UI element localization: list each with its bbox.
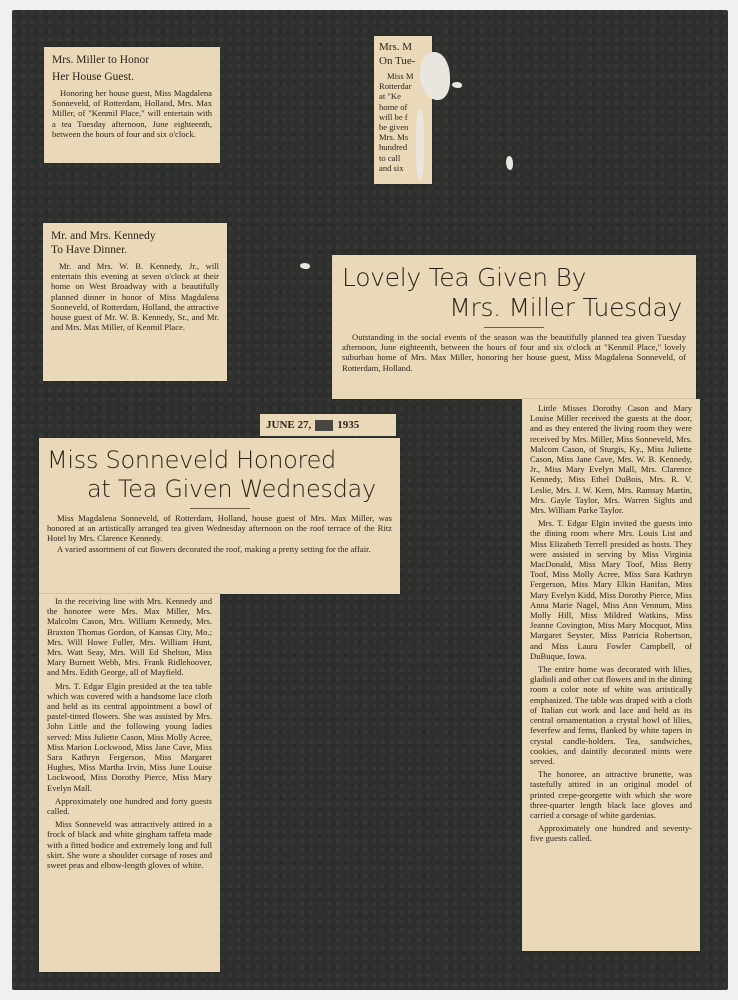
fragment-line: at "Ke (379, 91, 401, 102)
fragment-line: hundred (379, 142, 408, 153)
article-paragraph: Little Misses Dorothy Cason and Mary Louise Miller received the guests at the door, and as they entered the living room they were received by Mrs. Miller, Miss Sonneveld, Mrs. Malcom Cason, of Sturgis, Ky., Miss Juliette Cason, Miss Jane Cave, Mrs. W. B. Kennedy, Jr., Miss Mary Evelyn Mall, Mrs. Clarence Kennedy, Miss Ethel DuBois, Mrs. R. V. Leslie, Mrs. J. W. Kern, Mrs. Ramsay Martin, Mrs. Gayle Taylor, Mrs. Warren Sights and Mrs. William Parke Taylor. (530, 403, 692, 516)
article-paragraph: Mrs. T. Edgar Elgin presided at the tea table which was covered with a handsome lace cloth and held as its central appointment a bowl of pastel-tinted flowers. She was assisted by Mrs. John Little and the following young ladies served: Miss Juliette Cason, Miss Molly Acree, Miss Marion Lockwood, Miss Jane Cave, Miss Sara Kathryn Fergerson, Miss Margaret Hughes, Miss Martha Irvin, Miss June Louise Lockwood, Miss Dorothy Pierce, Miss Mary Evelyn Mall. (47, 680, 212, 793)
article-paragraph: The honoree, an attractive brunette, was tastefully attired in an original model of printed crepe-georgette with which she wore three-quarter length black lace gloves and carried a corsage of white gardenias. (530, 769, 692, 820)
article-intro: Outstanding in the social events of the season was the beautifully planned tea given Tuesday afternoon, June eighteenth, between the hours of four and six o'clock at "Kenmil Place," lovely suburban home of Mrs. Max Miller, honoring her house guest, Miss Magdalena Sonneveld, of Rotterdam, Holland. (342, 332, 686, 373)
article-text: Honoring her house guest, Miss Magdalena Sonneveld, of Rotterdam, Holland, Mrs. Max Miller, of "Kenmil Place," will entertain with a tea Tuesday afternoon, June eighteenth, between the hours of four and six o'clock. (52, 88, 212, 139)
clipping-sonneveld-header (39, 438, 400, 594)
fragment-line: to call (379, 152, 401, 163)
clipping-kennedy-dinner (43, 223, 227, 381)
headline-line-1: Mr. and Mrs. Kennedy (51, 230, 156, 242)
headline-line-1: Mrs. M (379, 41, 413, 53)
fragment-line: will be f (379, 111, 408, 122)
divider (484, 327, 544, 328)
article-paragraph: Approximately one hundred and seventy-five guests called. (530, 823, 692, 844)
clipping-miller-to-honor (44, 47, 220, 163)
date-strip (260, 414, 396, 436)
article-text: Mr. and Mrs. W. B. Kennedy, Jr., will entertain this evening at seven o'clock at their home on West Broadway with a beautifully planned dinner in honor of Miss Magdalena Sonneveld, of Rotterdam, Holland, the attractive house guest of Mr. W. B. Kennedy, Sr., and Mr. and Mrs. Max Miller, of Kenmil Place. (51, 261, 219, 333)
clipping-lovely-tea-header (332, 255, 696, 399)
article-paragraph: Miss Sonneveld was attractively attired in a frock of black and white gingham taffeta made with a fitted bodice and extremely long and full skirt. She wore a shoulder corsage of roses and sweet peas and elbow-length gloves of white. (47, 819, 212, 871)
date-year: 1935 (337, 419, 360, 431)
clipping-sonneveld-column (39, 594, 220, 972)
article-paragraph: Mrs. T. Edgar Elgin invited the guests into the dining room where Mrs. Louis List and Miss Elizabeth Terrell presided as hosts. They were assisted in serving by Miss Virginia MacDonald, Miss Mary Toof, Miss Betty Toof, Miss Molly Acree, Miss Sara Kathryn Fergerson, Miss Mary Elkin Hanifan, Miss Mary Evelyn Kidd, Miss Dorothy Pierce, Miss Anna Marie Nagel, Miss Ann Vennum, Miss Molly Hill, Miss Mildred Watkins, Miss Jeanne Covington, Miss Mary Mocquot, Miss Margaret Seyster, Miss Patricia Robertson, and Miss Laura Fowler Campbell, of DuBuque, Iowa. (530, 518, 692, 661)
headline-line-1: Miss Sonneveld Honored (47, 446, 336, 474)
paper-fleck (300, 263, 310, 269)
fragment-line: be given (379, 122, 409, 133)
headline-line-1: Mrs. Miller to Honor (52, 54, 150, 66)
fragment-line: and six (379, 162, 404, 173)
headline-line-2: at Tea Given Wednesday (87, 475, 376, 503)
headline-line-2: On Tue- (379, 55, 416, 67)
redaction-block (315, 420, 333, 431)
fragment-line: Mrs. Ms (379, 132, 409, 143)
paper-fleck (416, 110, 424, 180)
headline-line-1: Lovely Tea Given By (342, 263, 587, 292)
article-paragraph: In the receiving line with Mrs. Kennedy and the honoree were Mrs. Max Miller, Mrs. Malcolm Cason, Mrs. William Kennedy, Mrs. Braxton Thomas Gordon, of Kansas City, Mo.; Mrs. Will Howe Fuller, Mrs. William Hunt, Mrs. Watt Seay, Mrs. Will Ed Shelton, Miss Mary Burnett Webb, Mrs. Frank Ridlehoover, and Mrs. Edith George, all of Mayfield. (47, 596, 212, 678)
headline-line-2: To Have Dinner. (51, 244, 128, 256)
article-paragraph: Approximately one hundred and forty guests called. (47, 795, 212, 817)
fragment-line: Rotterdar (379, 81, 412, 92)
clipping-lovely-tea-column (522, 399, 700, 951)
article-paragraph: The entire home was decorated with lilies, gladioli and other cut flowers and in the dining room a color note of white was artistically emphasized. The table was draped with a cloth of Italian cut work and lace and held as its central ornamentation a crystal bowl of lilies, feverfew and ferns, flanked by white tapers in crystal candle-holders. Tea, sandwiches, cookies, and daintily decorated mints were served. (530, 664, 692, 766)
paper-fleck (506, 156, 513, 170)
date-month-day: JUNE 27, (266, 419, 312, 431)
headline-line-2: Her House Guest. (52, 71, 135, 83)
scrapbook-page (12, 10, 728, 990)
paper-fleck (452, 82, 462, 88)
divider (190, 508, 250, 509)
headline-line-2: Mrs. Miller Tuesday (449, 293, 682, 322)
fragment-line: Miss M (387, 71, 414, 81)
article-intro-2: A varied assortment of cut flowers decorated the roof, making a pretty setting for the affair. (57, 543, 371, 554)
article-intro: Miss Magdalena Sonneveld, of Rotterdam, Holland, house guest of Mrs. Max Miller, was honored at an artistically arranged tea given Wednesday afternoon on the roof terrace of the Ritz Hotel by Mrs. Clarence Kennedy. (47, 513, 392, 544)
fragment-line: home of (379, 101, 408, 112)
